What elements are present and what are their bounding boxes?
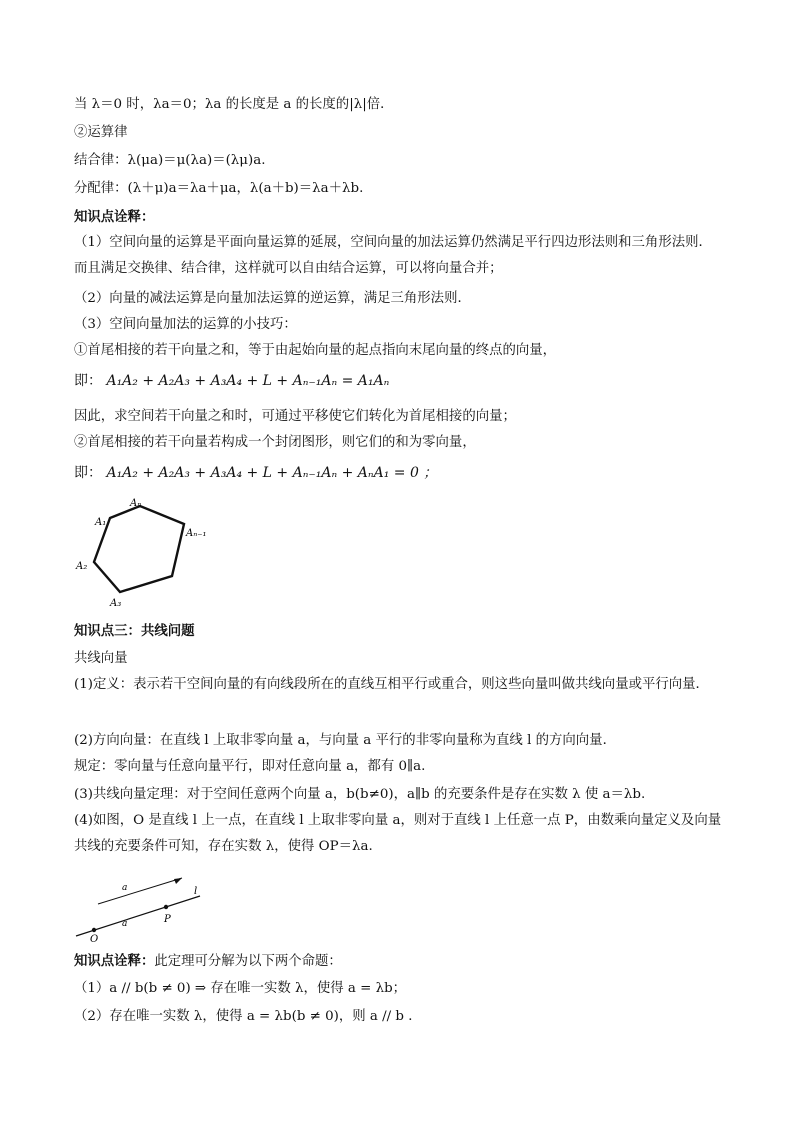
point-o <box>92 928 96 932</box>
label-a-bottom: a <box>122 919 128 929</box>
formula-closed-sum <box>74 462 437 482</box>
text-line-head-to-tail-sum: ①首尾相接的若干向量之和，等于由起始向量的起点指向末尾向量的终点的向量， <box>74 343 557 358</box>
label-o: O <box>90 934 99 945</box>
section-heading-collinear: 知识点三：共线问题 <box>74 623 195 639</box>
text-line-addition-tip: （3）空间向量加法的运算的小技巧： <box>74 317 297 332</box>
formula-vector-sum <box>74 370 389 390</box>
paragraph-figure-note: (4)如图，O 是直线 l 上一点，在直线 l 上取非零向量 a，则对于直线 l 上任意一点 P，由数乘向量定义及向量共线的充要条件可知，存在实数 λ，使得 OP＝λa. <box>74 813 722 854</box>
formula-prefix: 即： <box>74 465 102 481</box>
text-line-translation-note: 因此，求空间若干向量之和时，可通过平移使它们转化为首尾相接的向量； <box>74 409 516 424</box>
text-line-direction-vector: (2)方向向量：在直线 l 上取非零向量 a，与向量 a 平行的非零向量称为直线 l 的方向向量． <box>74 733 616 748</box>
polygon-label-a2: A₂ <box>76 561 88 572</box>
section-note-heading: 知识点诠释： <box>74 209 155 225</box>
text-line-distributive-law: 分配律：(λ＋μ)a＝λa＋μa，λ(a＋b)＝λa＋λb. <box>74 181 364 196</box>
text-line-collinear-theorem: (3)共线向量定理：对于空间任意两个向量 a，b(b≠0)，a∥b 的充要条件是存在实数 λ 使 a＝λb. <box>74 787 646 802</box>
text-line-zero-vector-rule: 规定：零向量与任意向量平行，即对任意向量 a，都有 0∥a. <box>74 759 426 774</box>
text-line-closed-figure: ②首尾相接的若干向量若构成一个封闭图形，则它们的和为零向量， <box>74 435 476 450</box>
label-p: P <box>164 914 171 925</box>
text-line-associative-law: 结合律：λ(μa)＝μ(λa)＝(λμ)a. <box>74 153 266 168</box>
polygon-label-a3: A₃ <box>110 598 122 609</box>
polygon-label-an: Aₙ <box>130 498 142 509</box>
note-text: 此定理可分解为以下两个命题： <box>154 954 342 969</box>
polygon-outline <box>94 506 184 592</box>
text-line-proposition-2: （2）存在唯一实数 λ，使得 a = λb(b ≠ 0)，则 a // b ． <box>74 1009 422 1024</box>
formula-body: A₁A₂ + A₂A₃ + A₃A₄ + L + Aₙ₋₁Aₙ + AₙA₁ = 0 ； <box>106 465 438 481</box>
collinear-line-figure <box>70 876 220 946</box>
text-line-lambda-zero: 当 λ＝0 时，λa＝0；λa 的长度是 a 的长度的|λ|倍． <box>74 97 394 112</box>
vector-a-arrow <box>98 878 182 904</box>
text-line-collinear-vectors: 共线向量 <box>74 651 128 666</box>
text-line-proposition-1: （1）a // b(b ≠ 0) ⇒ 存在唯一实数 λ，使得 a = λb； <box>74 981 407 996</box>
text-line-theorem-note <box>74 952 342 971</box>
paragraph-addition-note: （1）空间向量的运算是平面向量运算的延展，空间向量的加法运算仍然满足平行四边形法则和三角形法则．而且满足交换律、结合律，这样就可以自由结合运算，可以将向量合并； <box>74 235 712 276</box>
note-label: 知识点诠释： <box>74 953 155 969</box>
polygon-label-a1: A₁ <box>95 517 107 528</box>
text-line-subtraction-note: （2）向量的减法运算是向量加法运算的逆运算，满足三角形法则． <box>74 291 471 306</box>
paragraph-definition: (1)定义：表示若干空间向量的有向线段所在的直线互相平行或重合，则这些向量叫做共线向量或平行向量． <box>74 677 709 692</box>
vector-a-arrowhead <box>174 878 182 884</box>
formula-prefix: 即： <box>74 373 102 389</box>
text-line-operation-laws: ②运算律 <box>74 125 128 140</box>
point-p <box>164 905 168 909</box>
formula-body: A₁A₂ + A₂A₃ + A₃A₄ + L + Aₙ₋₁Aₙ = A₁Aₙ <box>106 373 390 389</box>
label-l: l <box>194 886 198 897</box>
label-a-top: a <box>122 883 128 893</box>
polygon-label-an-1: Aₙ₋₁ <box>186 528 207 539</box>
closed-polygon-figure <box>68 494 218 614</box>
